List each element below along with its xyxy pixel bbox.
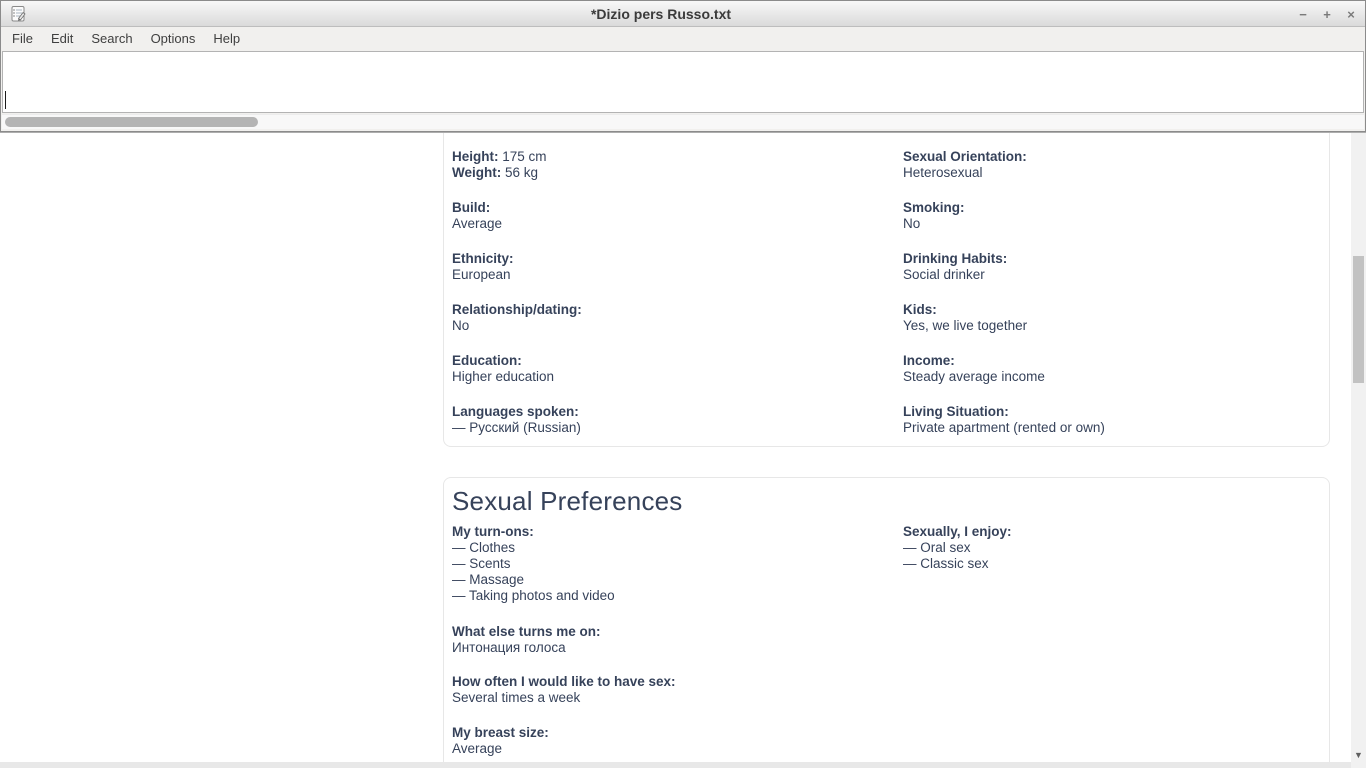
text-editor-window	[0, 0, 1366, 132]
scroll-down-arrow-icon[interactable]: ▼	[1354, 750, 1363, 760]
field-value: 175 cm	[502, 149, 547, 164]
field-ethnicity	[452, 251, 903, 283]
field-label: My turn-ons:	[452, 524, 534, 539]
field-label: Sexual Orientation:	[903, 149, 1027, 164]
field-label: Drinking Habits:	[903, 251, 1008, 266]
profile-details-card	[443, 100, 1330, 447]
field-breast-size	[452, 725, 903, 757]
window-controls	[1297, 1, 1357, 27]
field-turn-ons	[452, 524, 903, 604]
field-value: — Русский (Russian)	[452, 420, 581, 435]
editor-horizontal-scrollbar[interactable]	[2, 114, 1364, 129]
field-label: Build:	[452, 200, 491, 215]
page-vertical-scrollbar[interactable]	[1351, 132, 1366, 768]
field-value: Several times a week	[452, 690, 581, 705]
menu-search[interactable]: Search	[91, 31, 133, 46]
menu-help[interactable]: Help	[213, 31, 241, 46]
list-item: — Clothes	[452, 540, 516, 555]
field-label: Smoking:	[903, 200, 965, 215]
field-value: No	[903, 216, 921, 231]
menu-file[interactable]: File	[12, 31, 33, 46]
close-button[interactable]: ×	[1347, 6, 1355, 22]
field-value: Private apartment (rented or own)	[903, 420, 1105, 435]
field-value: Yes, we live together	[903, 318, 1028, 333]
field-value: Интонация голоса	[452, 640, 566, 655]
field-label: What else turns me on:	[452, 624, 601, 639]
sexual-preferences-card	[443, 477, 1330, 768]
field-what-else	[452, 624, 903, 656]
editor-text-area[interactable]	[2, 51, 1364, 113]
menubar	[1, 27, 1365, 50]
list-item: — Oral sex	[903, 540, 971, 555]
text-cursor	[5, 91, 6, 109]
preferences-right-column	[903, 524, 1323, 768]
field-value: Heterosexual	[903, 165, 983, 180]
field-kids	[903, 302, 1323, 334]
scrollbar-thumb[interactable]	[1353, 256, 1364, 383]
field-height-weight	[452, 149, 903, 181]
field-value: Average	[452, 741, 503, 756]
field-living	[903, 404, 1323, 436]
field-label: Ethnicity:	[452, 251, 514, 266]
field-label: Education:	[452, 353, 522, 368]
field-smoking	[903, 200, 1323, 232]
field-label: My breast size:	[452, 725, 549, 740]
field-how-often	[452, 674, 903, 706]
field-label: Relationship/dating:	[452, 302, 582, 317]
field-build	[452, 200, 903, 232]
field-height	[452, 149, 903, 165]
field-label: How often I would like to have sex:	[452, 674, 676, 689]
field-label: Height:	[452, 149, 499, 164]
field-weight	[452, 165, 903, 181]
minimize-button[interactable]: −	[1299, 6, 1307, 22]
field-label: Income:	[903, 353, 955, 368]
field-label: Weight:	[452, 165, 502, 180]
field-value: Steady average income	[903, 369, 1045, 384]
field-relationship	[452, 302, 903, 334]
preferences-left-column	[452, 524, 903, 768]
field-label: Languages spoken:	[452, 404, 579, 419]
titlebar[interactable]	[1, 1, 1365, 27]
about-left-column	[452, 149, 903, 455]
menu-options[interactable]: Options	[150, 31, 196, 46]
section-heading: Sexual Preferences	[452, 486, 683, 516]
field-label: Kids:	[903, 302, 937, 317]
field-drinking	[903, 251, 1323, 283]
field-income	[903, 353, 1323, 385]
field-value: Average	[452, 216, 503, 231]
field-label: Sexually, I enjoy:	[903, 524, 1012, 539]
list-item: — Scents	[452, 556, 511, 571]
list-item: — Classic sex	[903, 556, 989, 571]
about-right-column	[903, 149, 1323, 455]
field-label: Living Situation:	[903, 404, 1009, 419]
field-education	[452, 353, 903, 385]
field-value: Social drinker	[903, 267, 985, 282]
field-enjoy	[903, 524, 1323, 572]
field-value: Higher education	[452, 369, 555, 384]
list-item: — Massage	[452, 572, 525, 587]
field-value: European	[452, 267, 511, 282]
maximize-button[interactable]: +	[1323, 6, 1331, 22]
field-value: No	[452, 318, 470, 333]
window-title: *Dizio pers Russo.txt	[590, 5, 732, 22]
list-item: — Taking photos and video	[452, 588, 615, 603]
bottom-strip	[0, 762, 1351, 768]
field-languages	[452, 404, 903, 436]
field-value: 56 kg	[505, 165, 539, 180]
field-orientation	[903, 149, 1323, 181]
editor-hscroll-thumb[interactable]	[5, 117, 258, 127]
menu-edit[interactable]: Edit	[50, 31, 74, 46]
